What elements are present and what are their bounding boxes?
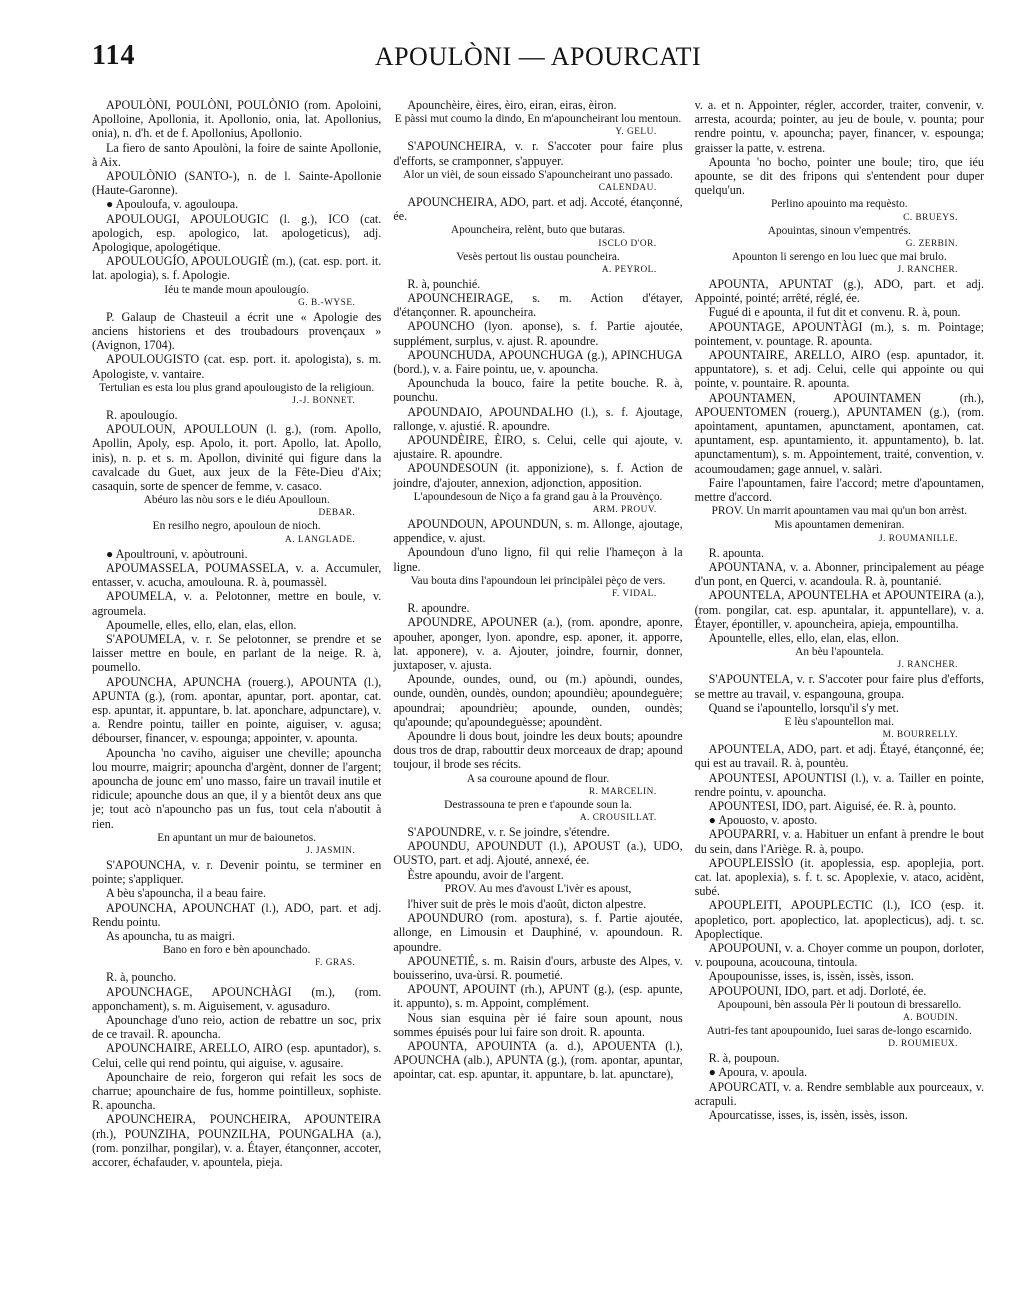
dictionary-entry: Nous sian esquina pèr ié faire soun apount, nous sommes épuisés pour lui faire son droit. R. apounta. (393, 1010, 683, 1039)
dictionary-entry: APOUPARRI, v. a. Habituer un enfant à prendre le bout du sein, dans l'Ariège. R. à, poupo. (694, 827, 984, 856)
dictionary-entry: Apountelle, elles, ello, elan, elas, ellon. (708, 630, 900, 645)
quotation-author: J. ROUMANILLE. (878, 533, 958, 544)
dictionary-entry: A bèu s'apouncha, il a beau faire. (106, 886, 267, 901)
dictionary-entry: APOUPOUNI, IDO, part. et adj. Dorloté, ée. (708, 983, 927, 998)
quotation-author: J. RANCHER. (897, 660, 958, 671)
quotation-author: A. LANGLADE. (285, 534, 356, 545)
quotation-author: ARM. PROUV. (592, 505, 657, 516)
dictionary-entry: R. apoundre. (407, 601, 470, 616)
dictionary-entry: S'APOUMELA, v. r. Se pelotonner, se prendre et se laisser mettre en boule, en parlant de la neige. R. à, poumello. (92, 631, 382, 675)
dictionary-entry: APOUNTESI, IDO, part. Aiguisé, ée. R. à, pounto. (708, 798, 957, 813)
quotation: PROV. Au mes d'avoust L'ivèr es apoust, (444, 882, 632, 895)
dictionary-entry: APOUNCHA, APOUNCHAT (l.), ADO, part. et adj. Rendu pointu. (92, 900, 382, 929)
dictionary-entry: Èstre apoundu, avoir de l'argent. (407, 867, 564, 882)
dictionary-entry: APOULOUGÍO, APOULOUGIÈ (m.), (cat. esp. port. it. lat. apologia), s. f. Apologie. (92, 254, 382, 283)
dictionary-entry: APOUPOUNI, v. a. Choyer comme un poupon, dorloter, v. poupouna, acoucouna, tintoula. (694, 940, 984, 970)
dictionary-entry: APOUNTAIRE, ARELLO, AIRO (esp. apuntador, it. appuntatore), s. et adj. Celui, celle qui appointe ou qui pointe, v. pountaire. R. apounta. (694, 348, 984, 391)
dictionary-entry: APOUNTAMEN, APOUINTAMEN (rh.), APOUENTOMEN (rouerg.), APUNTAMEN (g.), (rom. apointament, apuntamen, apunctament, apontamen, cat. apuntament, esp. apuntamiento, it. appuntamento), b. lat. apunctamentum), s. m. Appointement, traité, convention, v. acoumoudamen; gage annuel, v. salàri. (694, 390, 984, 476)
dictionary-entry: APOUNDURO (rom. apostura), s. f. Partie ajoutée, allonge, en Limousin et Dauphiné, v. apoundoun. R. apoundre. (393, 911, 683, 954)
quotation: PROV. Un marrit apountamen vau mai qu'un bon arrèst. (711, 505, 968, 518)
quotation-author: J. JASMIN. (306, 845, 356, 856)
dictionary-entry: APOUNCHEIRA, ADO, part. et adj. Accoté, étançonné, ée. (393, 195, 683, 224)
dictionary-entry: R. apoulougío. (106, 408, 178, 423)
dictionary-entry: Apounchèire, èires, èiro, eiran, eiras, èiron. (407, 98, 617, 112)
quotation: Destrassouna te pren e t'apounde soun la. (444, 798, 632, 811)
dictionary-entry: APOUNCHEIRAGE, s. m. Action d'étayer, d'étançonner. R. apouncheira. (393, 291, 683, 320)
dictionary-entry: APOUNDRE, APOUNER (a.), (rom. apondre, aponre, apouher, aponger, lyon. apondre, esp. aponer, it. apporre, lat. apponere), v. a. Ajouter, joindre, fournir, donner, juxtaposer, v. ajusta. (393, 615, 683, 672)
dictionary-entry: S'APOUNDRE, v. r. Se joindre, s'étendre. (407, 824, 610, 839)
dictionary-entry: APOUNCHO (lyon. aponse), s. f. Partie ajoutée, supplément, surplus, v. ajust. R. apoundre. (393, 319, 683, 348)
quotation-author: J. RANCHER. (897, 265, 958, 276)
dictionary-entry: APOUNDÈIRE, ÈIRO, s. Celui, celle qui ajoute, v. ajustaire. R. apoundre. (393, 433, 683, 462)
dictionary-entry: R. à, pounchié. (407, 276, 481, 291)
quotation: Abéuro las nòu sors e le diéu Apoulloun. (143, 494, 330, 507)
quotation-author: D. ROUMIEUX. (888, 1039, 958, 1050)
quotation-author: F. GRAS. (315, 958, 356, 969)
dictionary-entry: R. à, poupoun. (708, 1051, 780, 1066)
page-header (92, 40, 984, 76)
dictionary-entry: S'APOUNCHEIRA, v. r. S'accoter pour faire plus d'efforts, se cramponner, s'appuyer. (393, 139, 683, 168)
quotation-author: R. MARCELIN. (588, 786, 657, 797)
dictionary-entry: S'APOUNTELA, v. r. S'accoter pour faire plus d'efforts, se mettre au travail, v. espangouna, groupa. (694, 672, 984, 701)
dictionary-entry: La fiero de santo Apoulòni, la foire de sainte Apollonie, à Aix. (92, 140, 382, 169)
dictionary-entry: Apounchaire de reio, forgeron qui refait les socs de charrue; apounchaire de fus, homme pointilleux, sophiste. R. apouncha. (92, 1069, 382, 1113)
dictionary-entry: APOUNTANA, v. a. Abonner, principalement au péage d'un pont, en Querci, v. acandoula. R. à, pountanié. (694, 559, 984, 589)
quotation-author: C. BRUEYS. (903, 212, 958, 223)
quotation: Apouncheira, relènt, buto que butaras. (450, 224, 626, 237)
dictionary-entry: APOUNETIÉ, s. m. Raisin d'ours, arbuste des Alpes, v. bouisserino, uva-ùrsi. R. poumetié. (393, 953, 683, 982)
quotation: Perlino apouinto ma requèsto. (770, 198, 908, 211)
quotation-author: CALENDAU. (598, 183, 657, 194)
quotation: Apouintas, sinoun v'empentrés. (767, 224, 911, 237)
column-right (695, 98, 984, 1288)
dictionary-entry: R. apounta. (708, 545, 765, 560)
quotation: L'apoundesoun de Niço a fa grand gau à la Prouvènço. (413, 490, 663, 503)
dictionary-entry: APOUNDU, APOUNDUT (l.), APOUST (a.), UDO, OUSTO, part. et adj. Ajouté, annexé, ée. (393, 839, 683, 868)
quotation-author: G. B.-WYSE. (298, 297, 356, 308)
quotation: Vesès pertout lis oustau pouncheira. (456, 250, 620, 263)
dictionary-entry: APOULOUGISTO (cat. esp. port. it. apologista), s. m. Apologiste, v. vantaire. (92, 352, 382, 381)
dictionary-entry: Apoupounisse, isses, is, issèn, issès, isson. (708, 969, 914, 984)
dictionary-entry: ● Apouosto, v. aposto. (708, 813, 818, 828)
quotation: En resilho negro, apouloun de nioch. (152, 520, 321, 533)
text-columns (92, 98, 984, 1288)
dictionary-entry: l'hiver suit de près le mois d'août, dicton alpestre. (407, 896, 647, 911)
column-middle (393, 98, 682, 1288)
quotation: Apoupouni, bèn assoula Pèr li poutoun di bressarello. (717, 998, 962, 1011)
dictionary-entry: APOUNTAGE, APOUNTÀGI (m.), s. m. Pointage; pointement, v. pountage. R. apounta. (694, 319, 984, 348)
dictionary-entry: S'APOUNCHA, v. r. Devenir pointu, se terminer en pointe; s'appliquer. (92, 857, 382, 887)
dictionary-entry: APOUNCHEIRA, POUNCHEIRA, APOUNTEIRA (rh.), POUNZIHA, POUNZILHA, POUNGALHA (a.), (rom. ponzilhar, pongilar), v. a. Étayer, étançonner, accoter, accorer, échafauder, v. apountela, pieja. (92, 1112, 382, 1170)
dictionary-entry: APOULOUN, APOULLOUN (l. g.), (rom. Apollo, Apollin, Apoly, esp. Apolo, it. port. Apollo, lat. Apollo, inis), n. p. et s. m. Apollon, divinité qui figure dans la cavalcade du Guet, aux jeux de la Fête-Dieu d'Aix; casaquin, sorte de spencer de femme, v. casaco. (92, 422, 382, 494)
dictionary-entry: APOUNDESOUN (it. apponizione), s. f. Action de joindre, d'ajouter, annexion, adjonction, apposition. (393, 461, 683, 490)
dictionary-entry: ● Apoura, v. apoula. (708, 1065, 808, 1080)
dictionary-entry: APOUPLEITI, APOUPLECTIC (l.), ICO (esp. it. apopletico, port. apoplectico, lat. apoplecticus), adj. t. sc. Apoplectique. (694, 898, 984, 941)
dictionary-entry: APOUNTESI, APOUNTISI (l.), v. a. Tailler en pointe, rendre pointu, v. apouncha. (694, 770, 984, 799)
quotation: En apuntant un mur de baiounetos. (157, 831, 317, 844)
quotation-author: G. ZERBIN. (905, 238, 958, 249)
quotation: Apounton li serengo en lou luec que mai brulo. (731, 250, 947, 263)
quotation: A sa couroune apound de flour. (466, 772, 610, 785)
dictionary-entry: APOUNCHAIRE, ARELLO, AIRO (esp. apuntador), s. Celui, celle qui rend pointu, qui aiguise, v. agusaire. (92, 1041, 382, 1070)
dictionary-entry: P. Galaup de Chasteuil a écrit une « Apologie des anciens historiens et des troubadours provençaux » (Avignon, 1704). (92, 309, 382, 353)
quotation: Vau bouta dins l'apoundoun lei principàlei pèço de vers. (410, 574, 666, 587)
quotation-author: J.-J. BONNET. (292, 396, 356, 407)
quotation: E pàssi mut coumo la dindo, En m'apouncheirant lou mentoun. (394, 113, 682, 126)
quotation-author: Y. GELU. (615, 127, 657, 138)
quotation-author: M. BOURRELLY. (882, 730, 958, 741)
dictionary-entry: Apounta 'no bocho, pointer une boule; tiro, que iéu apounte, se dit des fripons qui s'entendent pour duper quelqu'un. (694, 154, 984, 198)
quotation: An bèu l'apountela. (795, 646, 884, 659)
dictionary-entry: Apourcatisse, isses, is, issèn, issès, isson. (708, 1108, 908, 1122)
dictionary-entry: APOUMASSELA, POUMASSELA, v. a. Accumuler, entasser, v. acucha, amoulouna. R. à, poumassèl. (92, 560, 382, 590)
quotation-author: A. CROUSILLAT. (579, 812, 657, 823)
page-number: 114 (92, 40, 136, 71)
quotation-author: ISCLO D'OR. (598, 238, 657, 249)
dictionary-entry: Apoumelle, elles, ello, elan, elas, ellon. (106, 617, 297, 632)
quotation-author: A. BOUDIN. (903, 1012, 958, 1023)
dictionary-entry: APOUMELA, v. a. Pelotonner, mettre en boule, v. agroumela. (92, 589, 382, 618)
quotation-author: DEBAR. (318, 508, 356, 519)
dictionary-entry: APOULÒNIO (SANTO-), n. de l. Sainte-Apollonie (Haute-Garonne). (92, 169, 382, 198)
dictionary-entry: APOUPLEISSÌO (it. apoplessia, esp. apoplejia, port. cat. lat. apoplexia), s. f. t. sc. Apoplexie, v. ataco, acidènt, subé. (694, 855, 984, 899)
dictionary-entry: APOUNTA, APOUINTA (a. d.), APOUENTA (l.), APOUNCHA (alb.), APUNTA (g.), (rom. apontar, apuntar, apointar, cat. esp. apuntar, it. appuntare, b. lat. apunctare), (393, 1038, 683, 1082)
dictionary-entry: APOURCATI, v. a. Rendre semblable aux pourceaux, v. acrapuli. (694, 1079, 984, 1108)
dictionary-entry: APOUNDAIO, APOUNDALHO (l.), s. f. Ajoutage, rallonge, v. ajustié. R. apoundre. (393, 404, 683, 433)
dictionary-entry: APOUNDOUN, APOUNDUN, s. m. Allonge, ajoutage, appendice, v. ajust. (393, 517, 683, 546)
dictionary-entry: R. à, pouncho. (106, 970, 177, 985)
dictionary-entry: APOUNCHA, APUNCHA (rouerg.), APOUNTA (l.), APUNTA (g.), (rom. apontar, apuntar, port. apontar, cat. esp. apuntar, it. appuntare, b. lat. aponchare, adpunctare), v. a. Rendre pointu, tailler en pointe, aiguiser, v. agusa; débourser, financer, v. espounga; appointer, v. apounta. (92, 674, 382, 746)
dictionary-entry: APOULOUGI, APOULOUGIC (l. g.), ICO (cat. apologich, esp. apologico, lat. apologeticus), adj. Apologique, apologétique. (92, 211, 382, 255)
dictionary-entry: APOUNTELA, APOUNTELHA et APOUNTEIRA (a.), (rom. pongilar, cat. esp. apuntalar, it. appuntellare), v. a. Étayer, épontiller, v. apouncheira, apieja, empountilha. (694, 588, 984, 631)
quotation: Iéu te mande moun apoulougío. (164, 283, 309, 296)
quotation: Alor un vièi, de soun eissado S'apouncheirant uno passado. (403, 168, 673, 181)
quotation-author: F. VIDAL. (612, 589, 657, 600)
dictionary-entry: APOUNCHUDA, APOUNCHUGA (g.), APINCHUGA (bord.), v. a. Faire pointu, ue, v. apouncha. (393, 347, 683, 377)
dictionary-entry: Apoundre li dous bout, joindre les deux bouts; apoundre dous tros de drap, rabouttir deux morceaux de drap; apound toujour, il brode ses récits. (393, 728, 683, 772)
quotation: E lèu s'apountellon mai. (784, 715, 895, 728)
dictionary-entry: ● Apouloufa, v. agouloupa. (106, 197, 239, 212)
dictionary-entry: APOULÒNI, POULÒNI, POULÒNIO (rom. Apoloini, Apolloine, Apollonia, it. Apollonio, onia, lat. Apollonius, onia), n. d'h. et de f. Apollonius, Apollonio. (92, 98, 382, 141)
quotation: Tertulian es esta lou plus grand apoulougisto de la religioun. (99, 381, 375, 394)
dictionary-entry: APOUNCHAGE, APOUNCHÀGI (m.), (rom. apponchament), s. m. Aiguisement, v. agusaduro. (92, 984, 382, 1013)
dictionary-entry: v. a. et n. Appointer, régler, accorder, traiter, convenir, v. arresta, acourda; pointer, au jeu de boule, v. pounta; pour rendre pointu, v. apouncha; payer, financer, v. espounga; graisser la patte, v. estrena. (694, 98, 984, 155)
quotation: Mis apountamen demeniran. (774, 519, 905, 532)
dictionary-entry: Apoundoun d'uno ligno, fil qui relie l'hameçon à la ligne. (393, 545, 683, 574)
running-head: APOULÒNI — APOURCATI (374, 42, 702, 71)
dictionary-entry: ● Apoultrouni, v. apòutrouni. (106, 546, 248, 561)
quotation: Bano en foro e bèn apounchado. (162, 944, 311, 957)
dictionary-entry: Apounchage d'uno reio, action de rebattre un soc, prix de ce travail. R. apouncha. (92, 1012, 382, 1042)
dictionary-entry: Apouncha 'no caviho, aiguiser une cheville; apouncha lou mourre, maigrir; apouncha d'argènt, donner de l'argent; apouncha de jounc em' uno masso, faire un travail inutile et ridicule; apounche dous an que, il y a bientôt deux ans que je; tout acò n'apouncho pas un fus, tout cela n'aboutit à rien. (92, 745, 382, 831)
dictionary-entry: Fugué di e apounta, il fut dit et convenu. R. à, poun. (708, 305, 961, 320)
dictionary-entry: Apounchuda la bouco, faire la petite bouche. R. à, pounchu. (393, 376, 683, 405)
dictionary-entry: APOUNT, APOUINT (rh.), APUNT (g.), (esp. apunte, it. appunto), s. m. Appoint, complément. (393, 982, 683, 1011)
dictionary-entry: APOUNTELA, ADO, part. et adj. Étayé, étançonné, ée; qui est au travail. R. à, pountèu. (694, 742, 984, 771)
dictionary-entry: APOUNTA, APUNTAT (g.), ADO, part. et adj. Appointé, pointé; arrêté, réglé, ée. (694, 277, 984, 306)
dictionary-entry: Apounde, oundes, ound, ou (m.) apòundi, oundes, ounde, oundèn, oundès, oundon; apoundièu; apoundeguère; apoundrai; apoundrièu; apounde, ounden, oundès; qu'apounde; qu'apoundeguèsse; apoundènt. (393, 672, 683, 729)
quotation: Autri-fes tant apoupounido, Iuei saras de-longo escarnido. (706, 1024, 972, 1037)
quotation-author: A. PEYROL. (601, 264, 657, 275)
dictionary-entry: As apouncha, tu as maigri. (106, 928, 235, 943)
column-left (92, 98, 381, 1288)
dictionary-entry: Quand se i'apountello, lorsqu'il s'y met. (708, 700, 899, 715)
dictionary-entry: Faire l'apountamen, faire l'accord; metre d'apountamen, mettre d'accord. (694, 475, 984, 505)
